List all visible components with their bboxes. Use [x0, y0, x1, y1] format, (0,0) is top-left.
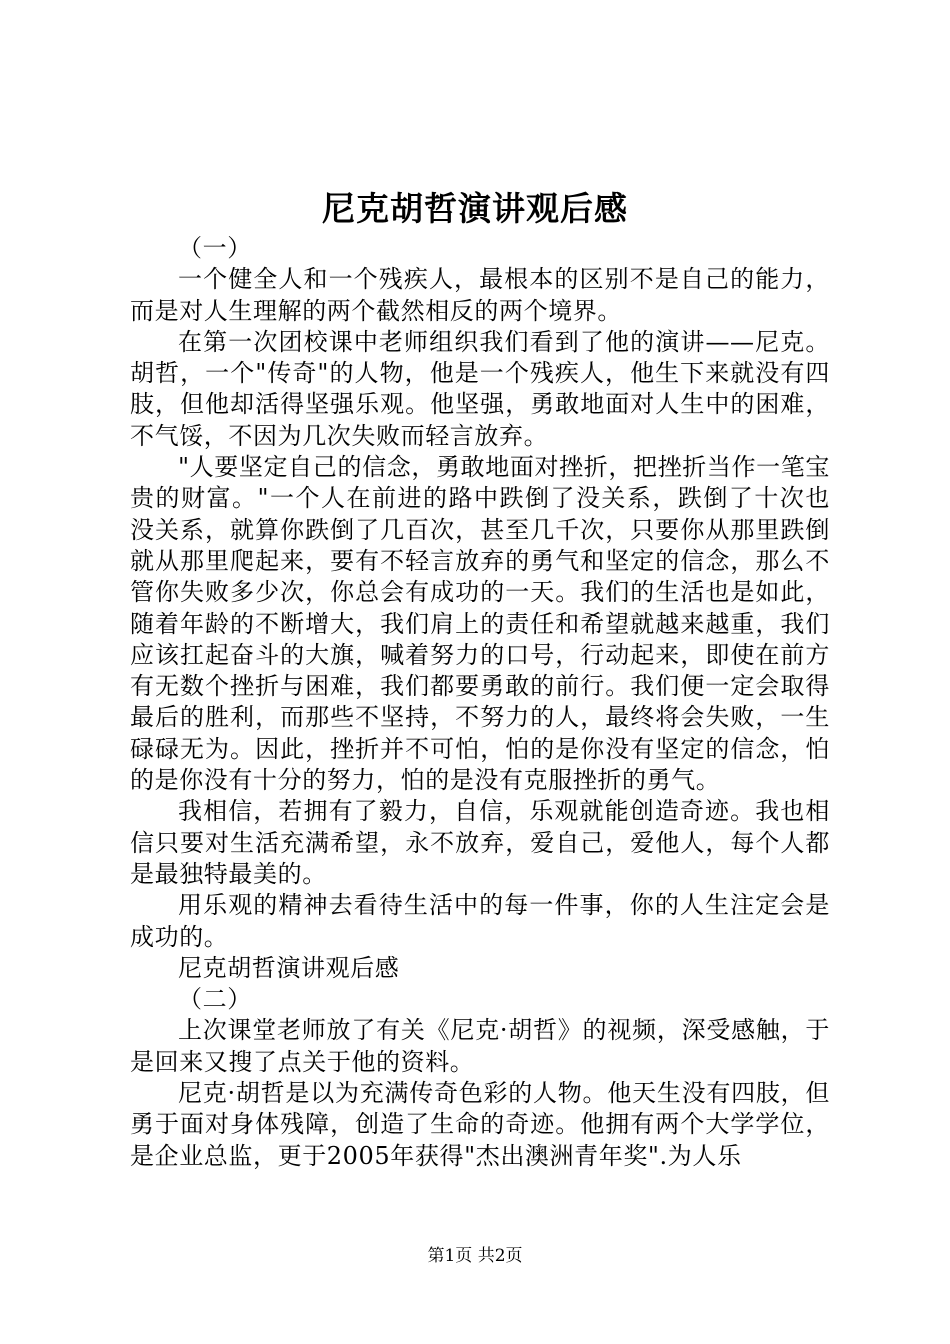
paragraph: 在第一次团校课中老师组织我们看到了他的演讲——尼克。胡哲，一个"传奇"的人物，他是一个残疾人，他生下来就没有四肢，但他却活得坚强乐观。他坚强，勇敢地面对人生中的困难，不气馁，不因为几次失败而轻言放弃。: [130, 327, 830, 450]
paragraph: 用乐观的精神去看待生活中的每一件事，你的人生注定会是成功的。: [130, 891, 830, 951]
repeated-title-line: 尼克胡哲演讲观后感: [178, 953, 400, 982]
paragraph: "人要坚定自己的信念，勇敢地面对挫折，把挫折当作一笔宝贵的财富。"一个人在前进的路中跌倒了没关系，跌倒了十次也没关系，就算你跌倒了几百次，甚至几千次，只要你从那里跌倒就从那里爬起来，要有不轻言放弃的勇气和坚定的信念，那么不管你失败多少次，你总会有成功的一天。我们的生活也是如此，随着年龄的不断增大，我们肩上的责任和希望就越来越重，我们应该扛起奋斗的大旗，喊着努力的口号，行动起来，即使在前方有无数个挫折与困难，我们都要勇敢的前行。我们便一定会取得最后的胜利，而那些不坚持，不努力的人，最终将会失败，一生碌碌无为。因此，挫折并不可怕，怕的是你没有坚定的信念，怕的是你没有十分的努力，怕的是没有克服挫折的勇气。: [130, 453, 830, 795]
paragraph-continued: 尼克·胡哲是以为充满传奇色彩的人物。他天生没有四肢，但勇于面对身体残障，创造了生命的奇迹。他拥有两个大学学位，是企业总监，更于2005年获得"杰出澳洲青年奖".为人乐: [130, 1079, 830, 1170]
document-body: [130, 233, 830, 1172]
paragraph: 上次课堂老师放了有关《尼克·胡哲》的视频，深受感触，于是回来又搜了点关于他的资料。: [130, 1016, 830, 1076]
section-marker-two: （二）: [178, 985, 252, 1014]
page-footer: 第1页 共2页: [427, 1246, 523, 1266]
section-marker-one: （一）: [178, 234, 252, 262]
document-title: 尼克胡哲演讲观后感: [322, 189, 628, 228]
paragraph: 我相信，若拥有了毅力，自信，乐观就能创造奇迹。我也相信只要对生活充满希望，永不放弃，爱自己，爱他人，每个人都是最独特最美的。: [130, 797, 830, 888]
paragraph: 一个健全人和一个残疾人，最根本的区别不是自己的能力，而是对人生理解的两个截然相反的两个境界。: [130, 265, 830, 325]
